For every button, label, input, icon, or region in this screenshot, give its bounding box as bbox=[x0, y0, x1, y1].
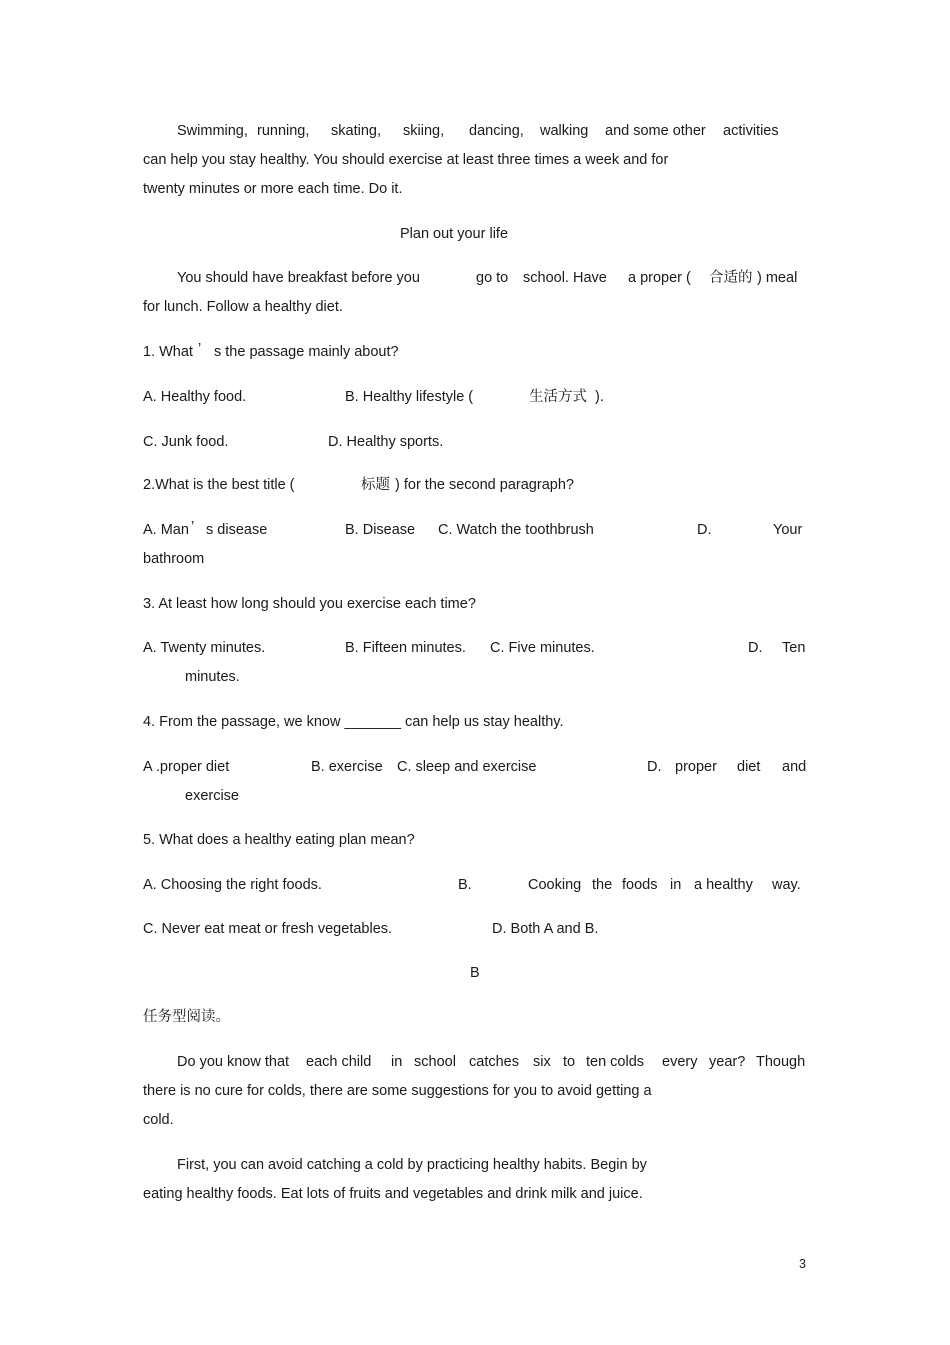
passage-segment: school. Have bbox=[523, 270, 607, 286]
option-c: C. Junk food. bbox=[143, 434, 229, 450]
apostrophe: ’ bbox=[198, 341, 202, 357]
passage-line: there is no cure for colds, there are some suggestions for you to avoid getting a bbox=[143, 1083, 652, 1099]
chinese-gloss: 标题 bbox=[361, 477, 390, 493]
option-d: Your bbox=[773, 522, 803, 538]
chinese-gloss: 合适的 bbox=[709, 270, 753, 286]
passage-word: catches bbox=[469, 1054, 519, 1070]
option-a: A. Healthy food. bbox=[143, 389, 247, 405]
option-b: foods bbox=[622, 877, 658, 893]
passage-word: skiing, bbox=[403, 123, 445, 139]
page-number: 3 bbox=[799, 1257, 806, 1271]
passage-word: skating, bbox=[331, 123, 381, 139]
option-a: A .proper diet bbox=[143, 759, 230, 775]
option-a: A. Choosing the right foods. bbox=[143, 877, 322, 893]
option-d: D. bbox=[748, 640, 763, 656]
question-stem: 3. At least how long should you exercise each time? bbox=[143, 596, 476, 612]
passage-line: can help you stay healthy. You should exercise at least three times a week and for bbox=[143, 152, 669, 168]
option-b: in bbox=[670, 877, 682, 893]
option-d: D. Both A and B. bbox=[492, 921, 599, 937]
option-d-continued: minutes. bbox=[185, 669, 240, 685]
passage-word: activities bbox=[723, 123, 779, 139]
passage-word: in bbox=[391, 1054, 403, 1070]
passage-word: each child bbox=[306, 1054, 372, 1070]
option-b: B. Disease bbox=[345, 522, 416, 538]
option-d: and bbox=[782, 759, 807, 775]
passage-word: ten colds bbox=[586, 1054, 645, 1070]
option-d: proper bbox=[675, 759, 717, 775]
option-b: B. Healthy lifestyle ( bbox=[345, 389, 474, 405]
passage-line: cold. bbox=[143, 1112, 174, 1128]
passage-word: running, bbox=[257, 123, 310, 139]
option-d: Ten bbox=[782, 640, 806, 656]
option-a: A. Man bbox=[143, 522, 189, 538]
option-d-continued: bathroom bbox=[143, 551, 205, 567]
option-d: D. bbox=[647, 759, 662, 775]
question-stem: 2.What is the best title ( bbox=[143, 477, 295, 493]
passage-segment: You should have breakfast before you bbox=[177, 270, 420, 286]
passage-line: eating healthy foods. Eat lots of fruits and vegetables and drink milk and juice. bbox=[143, 1186, 643, 1202]
option-b: B. Fifteen minutes. bbox=[345, 640, 466, 656]
option-b: ). bbox=[595, 389, 604, 405]
chinese-gloss: 生活方式 bbox=[529, 389, 587, 405]
passage-line: twenty minutes or more each time. Do it. bbox=[143, 181, 403, 197]
section-instruction: 任务型阅读。 bbox=[143, 1009, 230, 1025]
option-d: diet bbox=[737, 759, 761, 775]
option-a: A. Twenty minutes. bbox=[143, 640, 266, 656]
passage-segment: go to bbox=[476, 270, 509, 286]
option-b: way. bbox=[772, 877, 801, 893]
apostrophe: ’ bbox=[191, 519, 195, 535]
question-stem: 1. What bbox=[143, 344, 193, 360]
section-label: B bbox=[470, 965, 480, 981]
passage-word: Do you know that bbox=[177, 1054, 290, 1070]
option-c: C. sleep and exercise bbox=[397, 759, 537, 775]
option-b: Cooking bbox=[528, 877, 582, 893]
option-a: s disease bbox=[206, 522, 268, 538]
option-c: C. Five minutes. bbox=[490, 640, 595, 656]
passage-word: Swimming, bbox=[177, 123, 248, 139]
section-heading: Plan out your life bbox=[400, 226, 509, 242]
option-b: the bbox=[592, 877, 613, 893]
passage-word: school bbox=[414, 1054, 456, 1070]
option-b: B. bbox=[458, 877, 472, 893]
passage-word: to bbox=[563, 1054, 576, 1070]
question-stem: 5. What does a healthy eating plan mean? bbox=[143, 832, 415, 848]
passage-segment: a proper ( bbox=[628, 270, 691, 286]
passage-word: every bbox=[662, 1054, 698, 1070]
option-d: D. bbox=[697, 522, 712, 538]
option-d-continued: exercise bbox=[185, 788, 239, 804]
passage-word: six bbox=[533, 1054, 551, 1070]
option-c: C. Watch the toothbrush bbox=[438, 522, 594, 538]
option-b: a healthy bbox=[694, 877, 753, 893]
option-b: B. exercise bbox=[311, 759, 383, 775]
question-stem: ) for the second paragraph? bbox=[395, 477, 574, 493]
passage-line: for lunch. Follow a healthy diet. bbox=[143, 299, 343, 315]
passage-word: dancing, bbox=[469, 123, 524, 139]
option-d: D. Healthy sports. bbox=[328, 434, 444, 450]
passage-segment: ) meal bbox=[757, 270, 798, 286]
passage-line: First, you can avoid catching a cold by practicing healthy habits. Begin by bbox=[177, 1157, 647, 1173]
question-stem: 4. From the passage, we know _______ can help us stay healthy. bbox=[143, 714, 564, 730]
passage-word: walking bbox=[540, 123, 589, 139]
passage-word: and some other bbox=[605, 123, 706, 139]
option-c: C. Never eat meat or fresh vegetables. bbox=[143, 921, 393, 937]
question-stem: s the passage mainly about? bbox=[214, 344, 399, 360]
passage-word: year? bbox=[709, 1054, 746, 1070]
passage-word: Though bbox=[756, 1054, 806, 1070]
